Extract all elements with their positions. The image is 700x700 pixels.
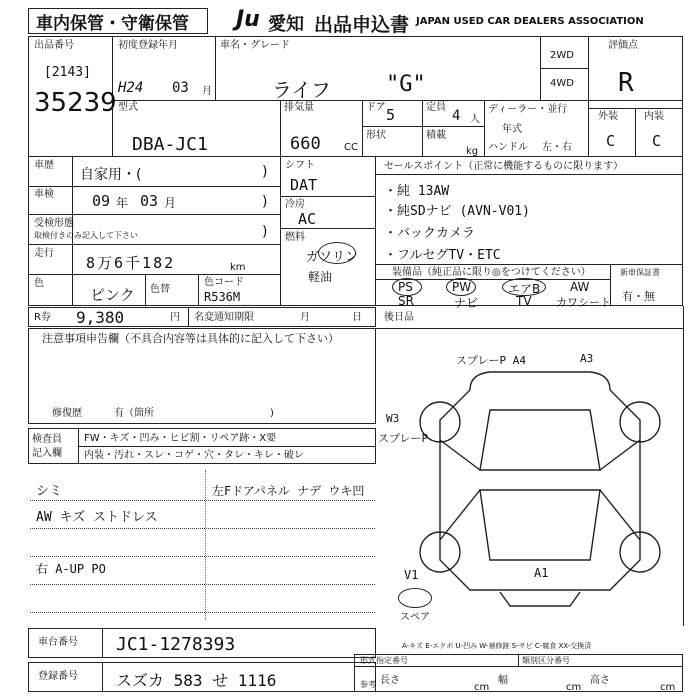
ac-value: AC — [298, 210, 317, 228]
length-label: 長さ — [380, 675, 400, 686]
repair-history-label: 修復歴 — [52, 408, 82, 419]
color-change-label: 色替 — [150, 284, 170, 295]
drive-2wd: 2WD — [550, 50, 574, 61]
ac-label: 冷房 — [285, 199, 305, 210]
registration-label: 初度登録年月 — [118, 40, 178, 51]
dealer-label: ディーラー・並行 — [488, 104, 568, 115]
selling-points-label: セールスポイント（正常に機能するものに限ります） — [384, 161, 624, 172]
color-value: ピンク — [90, 286, 135, 304]
chassis-label: 車台番号 — [38, 637, 78, 648]
car-name: ライフ — [272, 78, 331, 102]
class-number-label: 類別区分番号 — [522, 656, 570, 665]
inspection-year: 09 — [92, 192, 111, 210]
repair-history-value: 有（箇所 — [114, 408, 154, 419]
inspector-label: 検査員 — [32, 434, 62, 445]
equipment-navi: ナビ — [454, 296, 479, 310]
mark-spray-p: スプレーP — [378, 432, 429, 445]
mark-v1: V1 — [404, 568, 419, 582]
rating-score: R — [618, 68, 634, 98]
capacity-value: 4 — [452, 108, 461, 124]
ps-circle — [392, 278, 422, 296]
equipment-tv: TV — [516, 294, 532, 308]
selling-point-2: ・純SDナビ (AVN-V01) — [384, 204, 530, 219]
inspector-note-1: シミ — [36, 484, 63, 499]
model-value: DBA-JC1 — [132, 134, 208, 155]
inspector-note-2: AW キズ ストドレス — [36, 510, 158, 525]
equipment-label: 装備品（純正品に限り◎をつけてください） — [392, 267, 591, 278]
selling-point-3: ・バックカメラ — [384, 226, 476, 241]
exterior-grade: C — [606, 132, 616, 150]
color-code: R536M — [204, 290, 241, 304]
car-grade: "G" — [386, 72, 426, 97]
equipment-seat: カワシート — [556, 296, 611, 309]
shift-value: DAT — [290, 176, 318, 194]
car-diagram — [400, 360, 680, 620]
equipment-airbag: エアB — [508, 282, 541, 296]
recycle-value: 9,380 — [76, 308, 125, 327]
notes-label: 注意事項申告欄（不具合内容等は具体的に記入して下さい） — [42, 332, 339, 345]
mileage-value: 8万6千182 — [86, 254, 176, 272]
ju-logo: Ju — [236, 7, 260, 32]
association-name: JAPAN USED CAR DEALERS ASSOCIATION — [416, 16, 644, 27]
lot-number: 35239 — [34, 88, 117, 118]
damage-legend: A-キズ E-エクボ U-凹み W-補修跡 S-サビ C-腐食 XX-交換済 — [402, 642, 592, 650]
pw-circle — [446, 278, 476, 296]
org-name: 愛知 — [268, 14, 304, 35]
registration-year: H24 — [118, 80, 144, 96]
diagram-section-label: 後日品 — [384, 312, 414, 323]
fuel-label: 燃料 — [285, 232, 305, 243]
insurance-label: 新車保証書 — [620, 268, 660, 277]
shift-label: シフト — [285, 160, 315, 171]
fuel-diesel: 軽油 — [308, 270, 333, 284]
color-code-label: 色コード — [204, 277, 244, 288]
doors-label: ドア — [366, 102, 386, 113]
spare-tire — [398, 588, 432, 608]
spare-label: スペア — [400, 612, 430, 623]
inspector-note-3: 右 A-UP PO — [36, 562, 106, 576]
mileage-label: 走行 — [34, 248, 54, 259]
equipment-aw: AW — [570, 280, 590, 294]
inspection-label: 車検 — [34, 189, 54, 200]
shape-label: 形状 — [366, 130, 386, 141]
engine-value: 660 — [290, 134, 321, 154]
spec-number-label: 形式指定番号 — [360, 656, 408, 665]
cargo-label: 積載 — [426, 130, 446, 141]
inspector-right-note: 左Fドアパネル ナデ ウキ凹 — [212, 484, 365, 498]
rating-label: 評価点 — [608, 40, 638, 51]
plate-number: スズカ 583 せ 1116 — [116, 671, 277, 690]
accept-note: 取検付きのみ記入して下さい — [34, 231, 138, 240]
chassis-number: JC1-1278393 — [116, 634, 236, 655]
history-value: 自家用・( — [80, 167, 142, 183]
tax-notice-label: 名変通知期限 — [194, 312, 254, 323]
handle-label: ハンドル — [488, 142, 528, 153]
selling-point-4: ・フルセグTV・ETC — [384, 248, 501, 263]
width-label: 幅 — [498, 675, 508, 686]
fuel-gasoline-circle — [318, 242, 356, 264]
capacity-label: 定員 — [426, 102, 446, 113]
insurance-options: 有・無 — [622, 290, 655, 303]
equipment-pw: PW — [452, 280, 472, 294]
form-title: 出品申込書 — [314, 14, 410, 36]
engine-label: 排気量 — [284, 102, 314, 113]
doors-value: 5 — [386, 106, 396, 124]
handle-options: 左・右 — [542, 142, 572, 153]
fuel-gasoline: ガソリン — [306, 250, 359, 265]
drive-4wd: 4WD — [550, 78, 574, 89]
height-label: 高さ — [590, 675, 610, 686]
interior-defects-line: 内装・汚れ・スレ・コゲ・穴・タレ・キレ・破レ — [84, 450, 304, 461]
recycle-label: R券 — [34, 312, 51, 323]
history-label: 車歴 — [34, 160, 54, 171]
year-label: 年式 — [502, 124, 522, 135]
interior-label: 内装 — [644, 111, 664, 122]
equipment-sr: SR — [398, 294, 414, 308]
car-name-label: 車名・グレード — [220, 40, 290, 51]
airbag-circle — [502, 278, 546, 296]
mark-a3: A3 — [580, 352, 594, 365]
reference-label: 参考 — [360, 680, 376, 689]
model-label: 型式 — [118, 102, 138, 113]
mark-w3: W3 — [386, 412, 400, 425]
lot-sub-number: [2143] — [44, 65, 91, 80]
storage-title: 車内保管・守衛保管 — [36, 14, 189, 34]
exterior-label: 外装 — [598, 111, 618, 122]
lot-label: 出品番号 — [34, 40, 74, 51]
mark-a1: A1 — [534, 566, 549, 580]
plate-label: 登録番号 — [38, 671, 78, 682]
interior-grade: C — [652, 132, 662, 150]
registration-month: 03 — [172, 80, 189, 96]
accept-label: 受検形態 — [34, 218, 74, 229]
selling-point-1: ・純 13AW — [384, 184, 450, 199]
color-label: 色 — [34, 278, 44, 289]
inspector-entry-label: 記入欄 — [32, 448, 62, 459]
equipment-ps: PS — [398, 280, 413, 294]
inspection-month: 03 — [140, 192, 159, 210]
exterior-defects-line: FW・キズ・凹み・ヒビ割・リペア跡・X要 — [84, 433, 277, 444]
mark-spray-a4: スプレーP A4 — [456, 354, 527, 367]
